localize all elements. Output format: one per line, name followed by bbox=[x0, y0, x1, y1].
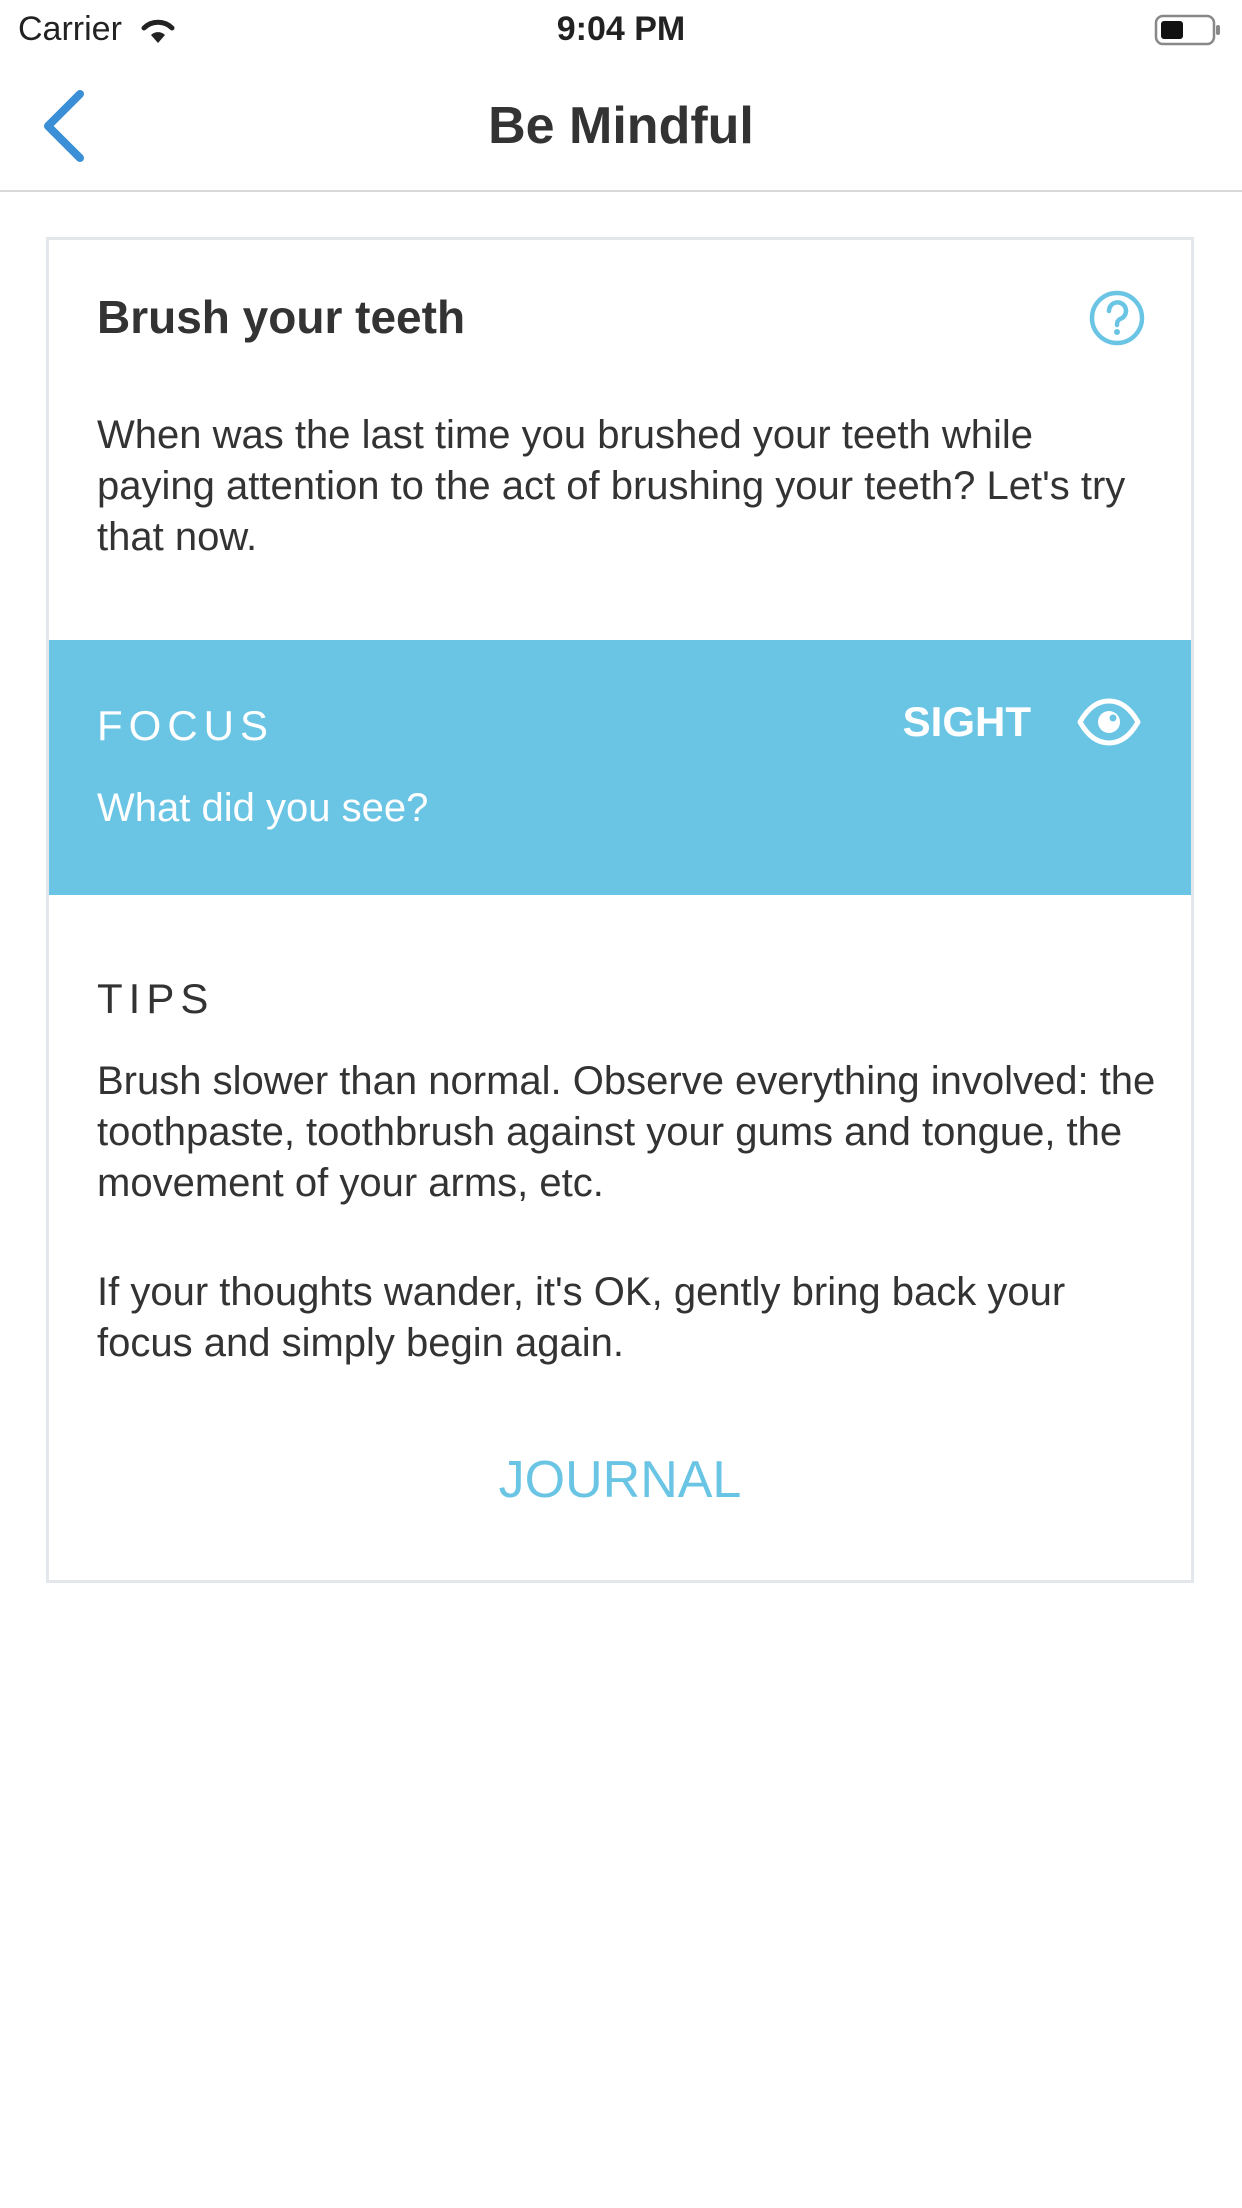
help-question-icon[interactable] bbox=[1089, 290, 1145, 346]
focus-sense-label: SIGHT bbox=[902, 698, 1031, 745]
focus-question: What did you see? bbox=[97, 786, 429, 830]
exercise-title: Brush your teeth bbox=[97, 291, 466, 343]
focus-label: FOCUS bbox=[97, 702, 274, 749]
status-time: 9:04 PM bbox=[556, 10, 686, 48]
exercise-description: When was the last time you brushed your teeth while paying attention to the act of brushing your teeth? Let's try that now. bbox=[97, 413, 1126, 559]
tips-paragraph: Brush slower than normal. Observe everything involved: the toothpaste, toothbrush against your gums and tongue, the movement of your arms, etc. bbox=[97, 1059, 1156, 1205]
focus-section bbox=[49, 640, 1191, 895]
carrier-label: Carrier bbox=[18, 10, 122, 48]
tips-paragraph: If your thoughts wander, it's OK, gently bring back your focus and simply begin again. bbox=[97, 1270, 1066, 1365]
tips-label: TIPS bbox=[97, 975, 215, 1022]
status-bar bbox=[0, 0, 1242, 60]
journal-button[interactable]: JOURNAL bbox=[498, 1451, 742, 1509]
navigation-bar bbox=[0, 60, 1242, 192]
eye-icon bbox=[1077, 698, 1141, 746]
battery-icon bbox=[1154, 14, 1222, 46]
page-title: Be Mindful bbox=[488, 97, 754, 155]
exercise-card bbox=[46, 237, 1194, 1583]
